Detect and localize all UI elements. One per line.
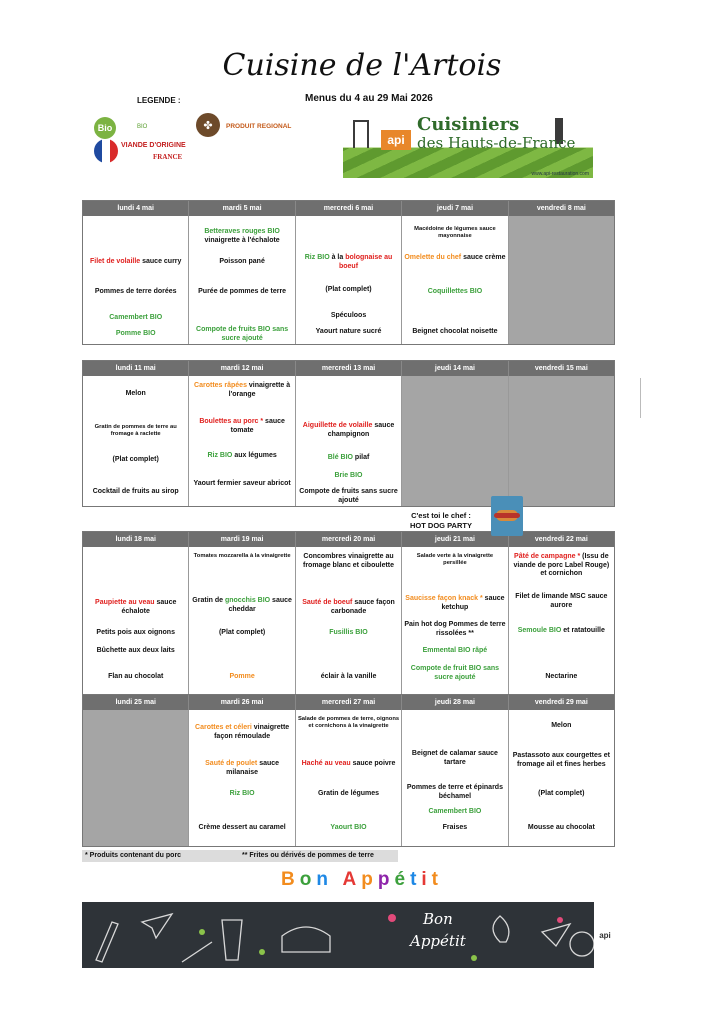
day-cell — [402, 216, 508, 344]
menu-dish — [404, 226, 505, 240]
menu-dish — [404, 750, 505, 767]
dish-text: (Plat complet) — [325, 286, 372, 293]
api-badge: api — [381, 130, 411, 150]
day-cell — [83, 376, 189, 506]
menu-dish — [85, 629, 186, 638]
dish-text: Pommes de terre et épinards béchamel — [406, 784, 503, 800]
day-cell — [402, 710, 508, 846]
menu-dish — [298, 454, 399, 463]
menu-dish — [298, 599, 399, 616]
week-body — [83, 547, 614, 695]
menu-dish — [191, 258, 292, 267]
dish-text: Mousse au chocolat — [527, 824, 595, 831]
menu-dish — [85, 647, 186, 656]
legend-label: LEGENDE : — [137, 96, 181, 105]
menu-dish — [511, 627, 612, 636]
dish-text: Sauté de poulet — [205, 760, 258, 767]
menu-dish — [85, 424, 186, 438]
menu-dish — [511, 790, 612, 799]
banner-bon-appetit — [410, 908, 466, 952]
dish-text: sauce échalote — [121, 599, 177, 615]
menu-dish — [298, 760, 399, 769]
api-name-line2: des Hauts-de-France — [417, 134, 576, 152]
flower-icon — [259, 949, 265, 955]
dish-text: Gratin de pommes de terre au fromage à raclette — [94, 424, 177, 437]
menu-dish — [191, 790, 292, 799]
dish-text: Yaourt fermier saveur abricot — [193, 480, 291, 487]
api-mini-logo: api — [594, 902, 616, 968]
menu-dish — [191, 760, 292, 777]
vertical-mark — [640, 378, 641, 418]
week-table — [82, 531, 615, 696]
day-cell — [296, 216, 402, 344]
dish-text: Macédoine de légumes sauce mayonnaise — [414, 226, 496, 239]
legend-regional: PRODUIT REGIONAL — [226, 123, 292, 130]
menu-dish — [298, 629, 399, 638]
menu-dish — [404, 808, 505, 817]
dish-text: Cocktail de fruits au sirop — [92, 488, 179, 495]
dish-text: Yaourt BIO — [330, 824, 367, 831]
week-body — [83, 376, 614, 506]
footnotes — [82, 850, 398, 862]
menu-dish — [511, 553, 612, 579]
menu-dish — [191, 553, 292, 560]
dish-text: (Issu de viande de porc Label Rouge) et cornichon — [513, 553, 610, 577]
dish-text: Bûchette aux deux laits — [96, 647, 175, 654]
bon-appetit-letter: é — [394, 869, 411, 890]
menu-dish — [511, 722, 612, 731]
dish-text: Coquillettes BIO — [427, 288, 483, 295]
menu-dish — [404, 288, 505, 297]
mine-tower-icon — [353, 120, 369, 148]
dish-text: Beignet chocolat noisette — [412, 328, 498, 335]
menu-dish — [404, 254, 505, 263]
dish-text: aux légumes — [232, 452, 277, 459]
dish-text: gnocchis BIO — [224, 597, 271, 604]
dish-text: Yaourt nature sucré — [315, 328, 382, 335]
special-event — [410, 511, 472, 531]
dish-text: Pain hot dog Pommes de terre rissolées ** — [404, 621, 506, 637]
dish-text: (Plat complet) — [218, 629, 266, 636]
regional-product-icon: ✤ — [196, 113, 220, 137]
day-header: jeudi 7 mai — [402, 201, 508, 216]
dish-text: bolognaise au boeuf — [338, 254, 393, 270]
dish-text: à la — [329, 254, 346, 261]
day-cell-closed — [402, 376, 508, 506]
dish-text: Concombres vinaigrette au fromage blanc et ciboulette — [303, 553, 395, 569]
menu-dish — [511, 752, 612, 769]
day-cell — [189, 376, 295, 506]
api-name-line1: Cuisiniers — [417, 114, 520, 135]
menu-dish — [511, 593, 612, 610]
bon-appetit-letter: p — [377, 869, 395, 890]
menu-dish — [85, 673, 186, 682]
dish-text: Semoule BIO — [517, 627, 562, 634]
day-header: mercredi 27 mai — [296, 695, 402, 710]
paper-plane-icon — [142, 914, 172, 938]
menu-dish — [85, 288, 186, 297]
dish-text: Flan au chocolat — [108, 673, 164, 680]
apple-icon — [570, 932, 594, 956]
bio-logo-icon — [94, 117, 116, 139]
menu-dish — [85, 314, 186, 323]
hot-dog-icon — [491, 496, 523, 536]
menu-dish — [191, 418, 292, 435]
menu-dish — [298, 254, 399, 271]
footnote-pork: * Produits contenant du porc — [85, 852, 182, 859]
week-header — [83, 201, 614, 216]
dish-text: (Plat complet) — [112, 456, 159, 463]
dish-text: Riz BIO — [229, 790, 255, 797]
dish-text: Blé BIO — [327, 454, 353, 461]
day-header: mardi 12 mai — [189, 361, 295, 376]
flower-icon — [199, 929, 205, 935]
dish-text: Omelette du chef — [404, 254, 462, 261]
dish-text: Betteraves rouges BIO — [204, 228, 280, 235]
dish-text: Crème dessert au caramel — [198, 824, 286, 831]
menu-dish — [298, 286, 399, 295]
day-header: mardi 26 mai — [189, 695, 295, 710]
dish-text: Salade de pommes de terre, oignons et cornichons à la vinaigrette — [297, 716, 400, 729]
day-header: jeudi 14 mai — [402, 361, 508, 376]
dish-text: Beignet de calamar sauce tartare — [411, 750, 498, 766]
day-header: vendredi 8 mai — [536, 205, 586, 212]
banner-doodles — [82, 902, 616, 968]
day-header: mercredi 6 mai — [296, 201, 402, 216]
menu-dish — [404, 621, 505, 638]
glass-icon — [222, 920, 242, 960]
day-cell — [83, 216, 189, 344]
dish-text: Nectarine — [545, 673, 578, 680]
menu-dish — [191, 480, 292, 489]
dish-text: Camembert BIO — [109, 314, 163, 321]
bon-appetit-letter: t — [410, 869, 422, 890]
hot-dog-sausage — [494, 513, 520, 518]
bon-appetit-letter: A — [342, 869, 362, 890]
day-header: mardi 19 mai — [189, 532, 295, 547]
week-table — [82, 360, 615, 507]
menu-dish — [404, 595, 505, 612]
flower-icon — [471, 955, 477, 961]
menu-dish — [85, 258, 186, 267]
dish-text: Gratin de — [192, 597, 225, 604]
menu-dish — [191, 673, 292, 682]
menu-dish — [191, 228, 292, 245]
bon-appetit-title — [0, 869, 724, 891]
menu-dish — [85, 390, 186, 399]
dish-text: Riz BIO — [207, 452, 233, 459]
dish-text: Spéculoos — [330, 312, 367, 319]
special-event-line2: HOT DOG PARTY — [410, 521, 472, 530]
dish-text: Haché au veau — [301, 760, 351, 767]
day-cell — [296, 376, 402, 506]
day-header: mardi 5 mai — [189, 201, 295, 216]
menu-dish — [404, 328, 505, 337]
dish-text: sauce cheddar — [228, 597, 292, 613]
dish-text: Aiguillette de volaille — [302, 422, 373, 429]
dish-text: (Plat complet) — [538, 790, 585, 797]
bon-appetit-letter: i — [421, 869, 432, 890]
dish-text: sauce champignon — [327, 422, 395, 438]
week-header — [83, 695, 614, 710]
dish-text: Pommes de terre dorées — [94, 288, 177, 295]
dish-text: Tomates mozzarella à la vinaigrette — [193, 553, 291, 559]
dish-text: Gratin de légumes — [317, 790, 380, 797]
dish-text: sauce façon carbonade — [330, 599, 395, 615]
menu-dish — [191, 382, 292, 399]
cake-icon — [282, 927, 330, 952]
dish-text: et ratatouille — [561, 627, 605, 634]
menu-dish — [298, 312, 399, 321]
day-cell — [509, 547, 614, 695]
day-cell — [509, 710, 614, 846]
dish-text: éclair à la vanille — [320, 673, 377, 680]
week-header — [83, 532, 614, 547]
day-cell — [83, 547, 189, 695]
dish-text: Salade verte à la vinaigrette persillée — [416, 553, 494, 566]
page-title: Cuisine de l'Artois — [222, 48, 502, 83]
day-cell — [402, 547, 508, 695]
dish-text: Fraises — [442, 824, 468, 831]
legend-bio: BIO — [137, 124, 148, 130]
dish-text: Compote de fruits sans sucre ajouté — [299, 488, 398, 504]
menu-dish — [191, 629, 292, 638]
bio-logo-text: Bio — [97, 123, 113, 133]
dish-text: Fusillis BIO — [329, 629, 368, 636]
footnote-fries: ** Frites ou dérivés de pommes de terre — [242, 852, 374, 859]
week-table — [82, 200, 615, 345]
menu-dish — [191, 326, 292, 343]
special-event-line1: C'est toi le chef : — [411, 511, 471, 520]
menu-dish — [404, 553, 505, 567]
banner-line2: Appétit — [410, 932, 466, 950]
dish-text: Carottes râpées — [194, 382, 247, 389]
menu-date-range: Menus du 4 au 29 Mai 2026 — [305, 93, 433, 104]
menu-dish — [298, 716, 399, 730]
menu-dish — [191, 597, 292, 614]
day-cell — [189, 710, 295, 846]
dish-text: Melon — [551, 722, 572, 729]
menu-dish — [85, 330, 186, 339]
day-header: mercredi 20 mai — [296, 532, 402, 547]
legend-origin-line2: FRANCE — [153, 153, 183, 161]
day-cell — [296, 710, 402, 846]
dish-text: sauce curry — [140, 258, 182, 265]
menu-dish — [298, 488, 399, 505]
menu-dish — [404, 824, 505, 833]
bon-appetit-banner — [82, 902, 616, 968]
menu-dish — [298, 328, 399, 337]
dish-text: Poisson pané — [219, 258, 265, 265]
legend-origin-line1: VIANDE D'ORIGINE — [121, 142, 186, 149]
dish-text: sauce ketchup — [441, 595, 505, 611]
day-cell-closed — [83, 710, 189, 846]
day-cell-closed — [509, 376, 614, 506]
menu-dish — [85, 456, 186, 465]
api-logo — [343, 110, 593, 178]
menu-dish — [404, 665, 505, 682]
day-header: vendredi 29 mai — [534, 699, 588, 706]
menu-dish — [191, 452, 292, 461]
day-header: jeudi 28 mai — [402, 695, 508, 710]
paper-plane-icon — [542, 924, 570, 946]
dish-text: Compote de fruits BIO sans sucre ajouté — [196, 326, 289, 342]
day-cell — [296, 547, 402, 695]
menu-dish — [191, 724, 292, 741]
menu-dish — [511, 824, 612, 833]
bon-appetit-letter: p — [361, 869, 378, 890]
menu-dish — [404, 784, 505, 801]
bon-appetit-letter — [333, 869, 343, 890]
day-header: mercredi 13 mai — [296, 361, 402, 376]
day-cell-closed — [509, 216, 614, 344]
heart-icon — [388, 914, 396, 922]
dish-text: Petits pois aux oignons — [96, 629, 175, 636]
dish-text: Brie BIO — [334, 472, 363, 479]
week-header — [83, 361, 614, 376]
banner-line1: Bon — [423, 910, 453, 928]
dish-text: Melon — [125, 390, 146, 397]
day-header: lundi 11 mai — [83, 361, 189, 376]
menu-dish — [298, 422, 399, 439]
dish-text: Emmental BIO râpé — [422, 647, 488, 654]
week-table — [82, 694, 615, 847]
bon-appetit-letter: n — [316, 869, 333, 890]
heart-icon — [557, 917, 563, 923]
menu-dish — [191, 288, 292, 297]
menu-dish — [85, 599, 186, 616]
dish-text: Paupiette au veau — [95, 599, 155, 606]
day-cell — [189, 216, 295, 344]
dish-text: sauce crème — [461, 254, 506, 261]
ruler-icon — [182, 942, 212, 962]
dish-text: Purée de pommes de terre — [198, 288, 287, 295]
menu-dish — [298, 790, 399, 799]
dish-text: Boulettes au porc * — [199, 418, 264, 425]
menu-dish — [298, 824, 399, 833]
day-header: lundi 25 mai — [83, 695, 189, 710]
dish-text: Pastassoto aux courgettes et fromage ail et fines herbes — [512, 752, 610, 768]
dish-text: Pomme BIO — [115, 330, 156, 337]
menu-dish — [85, 488, 186, 497]
dish-text: sauce tomate — [230, 418, 285, 434]
week-body — [83, 216, 614, 344]
day-header: vendredi 22 mai — [534, 536, 588, 543]
dish-text: vinaigrette façon rémoulade — [214, 724, 290, 740]
week-body — [83, 710, 614, 846]
dish-text: Pomme — [229, 673, 255, 680]
day-header: lundi 18 mai — [83, 532, 189, 547]
menu-dish — [191, 824, 292, 833]
dish-text: pilaf — [352, 454, 370, 461]
dish-text: Filet de limande MSC sauce aurore — [515, 593, 608, 609]
menu-dish — [298, 553, 399, 570]
dish-text: Saucisse façon knack * — [405, 595, 483, 602]
dish-text: Camembert BIO — [428, 808, 482, 815]
day-header: jeudi 21 mai — [402, 532, 508, 547]
dish-text: Riz BIO — [304, 254, 330, 261]
dish-text: vinaigrette à l'échalote — [204, 236, 280, 244]
day-header: vendredi 15 mai — [534, 365, 588, 372]
dish-text: Compote de fruit BIO sans sucre ajouté — [410, 665, 500, 681]
dish-text: Filet de volaille — [89, 258, 141, 265]
lightbulb-icon — [493, 916, 509, 942]
dish-text: Sauté de boeuf — [302, 599, 353, 606]
dish-text: Pâté de campagne * — [514, 553, 581, 560]
menu-dish — [404, 647, 505, 656]
french-flag-icon — [94, 139, 118, 163]
pencil-icon — [96, 922, 118, 962]
bon-appetit-letter: t — [431, 869, 443, 890]
menu-dish — [298, 472, 399, 481]
dish-text: sauce milanaise — [226, 760, 280, 776]
menu-dish — [511, 673, 612, 682]
bon-appetit-letter: o — [299, 869, 317, 890]
api-url: www.api-restauration.com — [531, 171, 589, 177]
dish-text: sauce poivre — [350, 760, 396, 767]
menu-dish — [298, 673, 399, 682]
day-cell — [189, 547, 295, 695]
bon-appetit-letter: B — [281, 869, 300, 890]
day-header: lundi 4 mai — [83, 201, 189, 216]
dish-text: vinaigrette à l'orange — [228, 382, 291, 398]
dish-text: Carottes et céleri — [195, 724, 252, 731]
